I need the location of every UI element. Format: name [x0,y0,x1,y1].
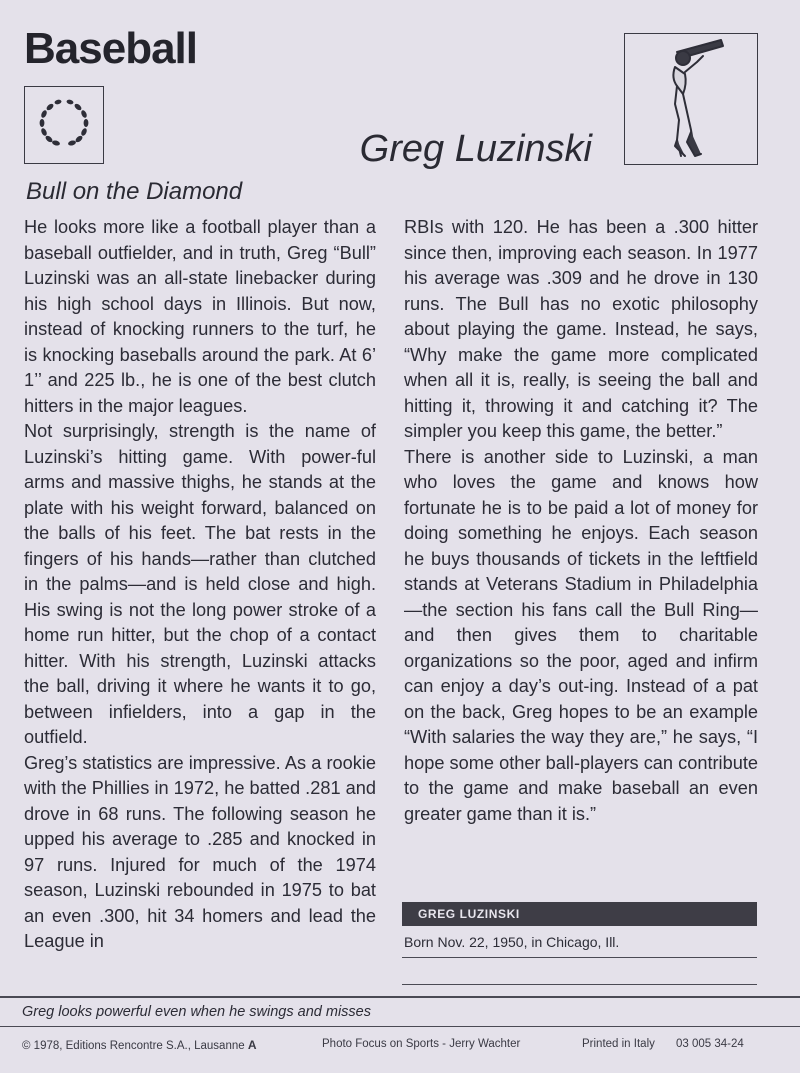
caption-divider [0,996,800,998]
paragraph: Greg’s statistics are impressive. As a rookie with the Phillies in 1972, he batted .281 and drove in 68 runs. The following season he upped his average to .285 and knocked in 97 runs. Injured for much of the 1974 season, Luzinski rebounded in 1975 to bat an even .300, hit 34 homers and lead the League in [24,752,376,951]
footer-divider [0,1026,800,1027]
paragraph: Not surprisingly, strength is the name of Luzinski’s hitting game. With power-ful arms and massive thighs, he stands at the plate with his weight forward, balanced on the balls of his feet. The bat rests in the fingers of his hands—rather than clutched in the palms—and is held close and high. His swing is not the long power stroke of a home run hitter, but the chop of a contact hitter. With his strength, Luzinski attacks the ball, driving it where he wants it to go, between infielders, into a gap in the outfield. [24,421,376,747]
stats-divider [402,957,757,958]
paragraph: He looks more like a football player than a baseball outfielder, and in truth, Greg “Bull” Luzinski was an all-state linebacker during his high school days in Illinois. But now, instead of knocking runners to the turf, he is knocking baseballs around the park. At 6’ 1’’ and 225 lb., he is one of the best clutch hitters in the major leagues. [24,217,376,416]
paragraph: There is another side to Luzinski, a man who loves the game and knows how fortunate he is to be paid a lot of money for doing something he enjoys. Each season he buys thousands of tickets in the leftfield stands at Veterans Stadium in Philadelphia—the section his fans call the Bull Ring—and then gives them to charitable organizations so the poor, aged and infirm can enjoy a day’s out-ing. Instead of a pat on the back, Greg hopes to be an example “With salaries the way they are,” he says, “I hope some other ball-players can contribute to the game and make baseball an even greater game than it is.” [404,446,758,824]
player-name: Greg Luzinski [359,128,592,170]
copyright-text: © 1978, Editions Rencontre S.A., Lausanne [22,1040,245,1052]
series-letter: A [247,1038,257,1052]
stats-name-bar: GREG LUZINSKI [402,902,757,926]
batter-silhouette-icon [625,34,756,163]
photo-caption: Greg looks powerful even when he swings and misses [22,1004,371,1020]
body-right-column [404,215,758,827]
card-code: 03 005 34-24 [676,1038,744,1050]
photo-credit: Photo Focus on Sports - Jerry Wachter [322,1038,521,1050]
batter-figure-box [624,33,758,165]
article-subtitle: Bull on the Diamond [26,178,243,205]
sport-title: Baseball [24,24,197,73]
body-left-column [24,215,376,955]
birth-info: Born Nov. 22, 1950, in Chicago, Ill. [404,934,620,950]
laurel-emblem-box [24,86,104,164]
paragraph: RBIs with 120. He has been a .300 hitter since then, improving each season. In 1977 his average was .309 and he drove in 130 runs. The Bull has no exotic philosophy about playing the game. Instead, he says, “Why make the game more complicated when all it is, really, is seeing the ball and hitting it, throwing it and catching it? The simpler you keep this game, the better.” [404,217,758,441]
stats-divider [402,984,757,985]
laurel-wreath-icon [33,93,95,155]
footer-copyright [22,1038,257,1052]
printed-location: Printed in Italy [582,1038,655,1050]
